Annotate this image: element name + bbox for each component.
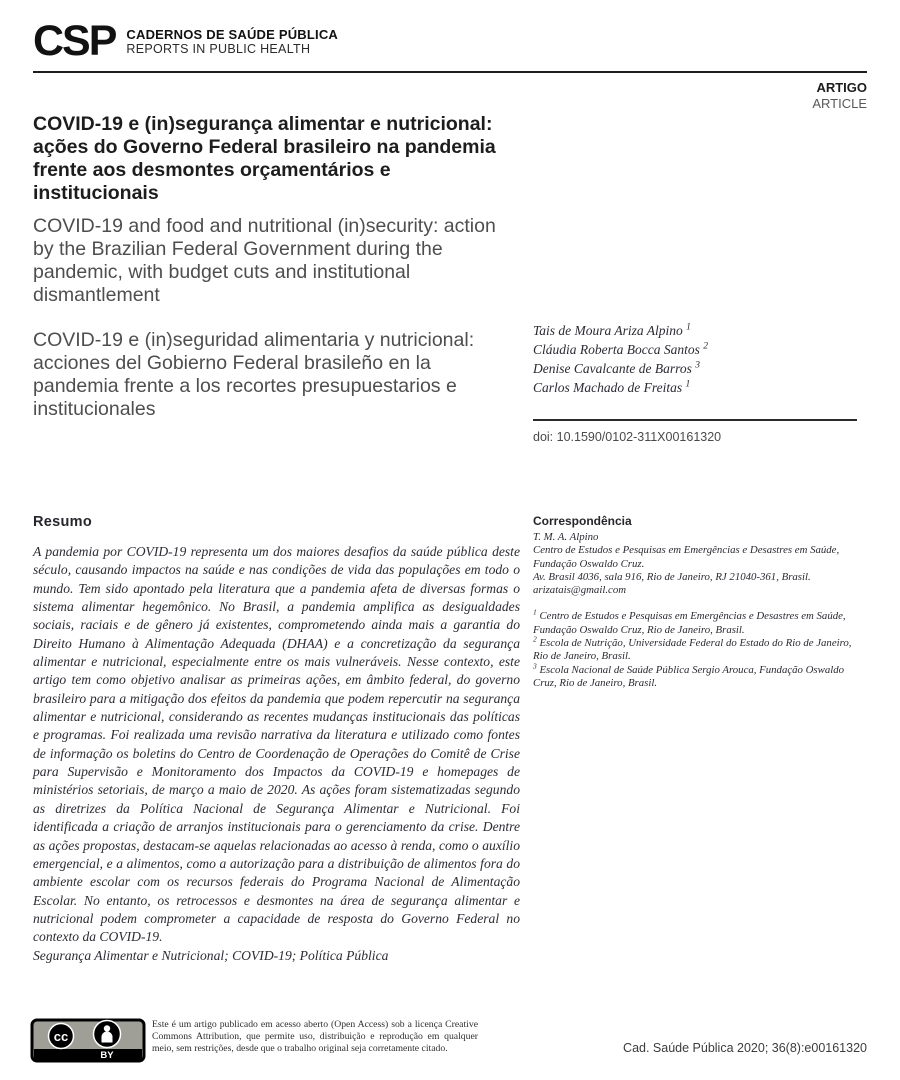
title-portuguese: COVID-19 e (in)segurança alimentar e nutricional: ações do Governo Federal brasileiro na pandemia frente aos desmontes orçamentários e institucionais: [33, 113, 496, 204]
article-type-pt: ARTIGO: [816, 80, 867, 95]
correspondence-address: Av. Brasil 4036, sala 916, Rio de Janeiro, RJ 21040-361, Brasil.: [533, 570, 811, 583]
author-affiliation-ref: 1: [686, 322, 691, 333]
csp-logo: CSP: [33, 17, 116, 65]
author: Cláudia Roberta Bocca Santos $^2$: [533, 341, 708, 357]
author: Tais de Moura Ariza Alpino $^1$: [533, 322, 691, 338]
affiliations-list: [533, 607, 859, 690]
correspondence-lines: [533, 531, 859, 597]
correspondence-heading: Correspondência: [533, 514, 632, 528]
correspondence-block: [533, 514, 859, 690]
correspondence-email: arizatais@gmail.com: [533, 584, 627, 597]
abstract-text: A pandemia por COVID-19 representa um dos maiores desafios da saúde pública deste século, causando impactos na saúde e nas condições de vida das populações em todo o mundo. Tem sido apontado pela literatura que a pandemia afeta de diversas formas o sistema alimentar hegemônico. No Brasil, a pandemia amplifica as desigualdades sociais, raciais e de gênero já existentes, comprometendo ainda mais a garantia do Direito Humano à Alimentação Adequada (DHAA) e a concretização da segurança alimentar e nutricional, especialmente entre os mais vulneráveis. Nesse contexto, este artigo tem como objetivo analisar as primeiras ações, em âmbito federal, do governo brasileiro para a mitigação dos efeitos da pandemia que podem repercutir na segurança alimentar e nutricional, considerando as recentes mudanças institucionais das políticas e programas. Foi realizada uma revisão narrativa da literatura e utilizado como fontes de informação os boletins do Centro de Coordenação de Operações do Comitê de Crise para Supervisão e Monitoramento dos Impactos da COVID-19 e homepages de ministérios setoriais, de março a maio de 2020. As ações foram sistematizadas segundo as diretrizes da Política Nacional de Segurança Alimentar e Nutricional. Foi identificada a criação de arranjos institucionais para o gerenciamento da crise. Dentre as ações propostas, destacam-se aquelas relacionadas ao acesso à renda, como o auxílio emergencial, e a alimentos, como a autorização para a distribuição de alimentos fora do ambiente escolar com os recursos federais do Programa Nacional de Alimentação Escolar. No entanto, os retrocessos e desmontes na área de segurança alimentar e nutricional podem comprometer a capacidade de resposta do Governo Federal no contexto da COVID-19.: [33, 544, 520, 945]
doi: doi: 10.1590/0102-311X00161320: [533, 430, 722, 444]
article-type: [812, 80, 867, 112]
creative-commons-icon: [30, 1018, 146, 1063]
journal-names: [126, 22, 338, 57]
journal-citation: Cad. Saúde Pública 2020; 36(8):e00161320: [623, 1041, 867, 1055]
author-affiliation-ref: 2: [703, 341, 708, 352]
journal-name: CADERNOS DE SAÚDE PÚBLICA: [126, 27, 338, 42]
svg-text:cc: cc: [53, 1029, 69, 1044]
title-english: COVID-19 and food and nutritional (in)security: action by the Brazilian Federal Government during the pandemic, with budget cuts and institutional dismantlement: [33, 215, 496, 306]
author: Carlos Machado de Freitas $^1$: [533, 379, 691, 395]
by-label: BY: [100, 1050, 114, 1061]
author-affiliation-ref: 1: [685, 379, 691, 390]
journal-header: [33, 17, 338, 65]
cc-by-license-badge: [30, 1018, 146, 1068]
doi-divider: [533, 419, 857, 421]
license-text: Este é um artigo publicado em acesso aberto (Open Access) sob a licença Creative Commons Attribution, que permite uso, distribuição e reprodução em qualquer meio, sem restrições, desde que o trabalho original seja corretamente citado.: [152, 1019, 478, 1054]
author-affiliation-ref: 3: [695, 360, 700, 371]
author: Denise Cavalcante de Barros $^3$: [533, 360, 700, 376]
journal-subtitle: REPORTS IN PUBLIC HEALTH: [126, 42, 311, 56]
title-spanish: COVID-19 e (in)seguridad alimentaria y nutricional: acciones del Gobierno Federal brasileño en la pandemia frente a los recortes presupuestarios e institucionales: [33, 329, 475, 420]
affiliation: $^2$ Escola de Nutrição, Universidade Federal do Estado do Rio de Janeiro, Rio de Janeiro, Brasil.: [533, 634, 852, 663]
correspondence-institution: Centro de Estudos e Pesquisas em Emergências e Desastres em Saúde, Fundação Oswaldo Cruz.: [533, 544, 840, 570]
keywords: Segurança Alimentar e Nutricional; COVID-19; Política Pública: [33, 948, 389, 963]
affiliation: $^1$ Centro de Estudos e Pesquisas em Emergências e Desastres em Saúde, Fundação Oswaldo Cruz, Rio de Janeiro, Brasil.: [533, 607, 846, 636]
article-type-en: ARTICLE: [812, 96, 867, 111]
correspondence-author: T. M. A. Alpino: [533, 531, 599, 543]
authors-list: [533, 321, 708, 397]
header-divider: [33, 71, 867, 73]
affiliation: $^3$ Escola Nacional de Saúde Pública Sergio Arouca, Fundação Oswaldo Cruz, Rio de Janeiro, Brasil.: [533, 661, 845, 689]
abstract-heading: Resumo: [33, 514, 93, 530]
